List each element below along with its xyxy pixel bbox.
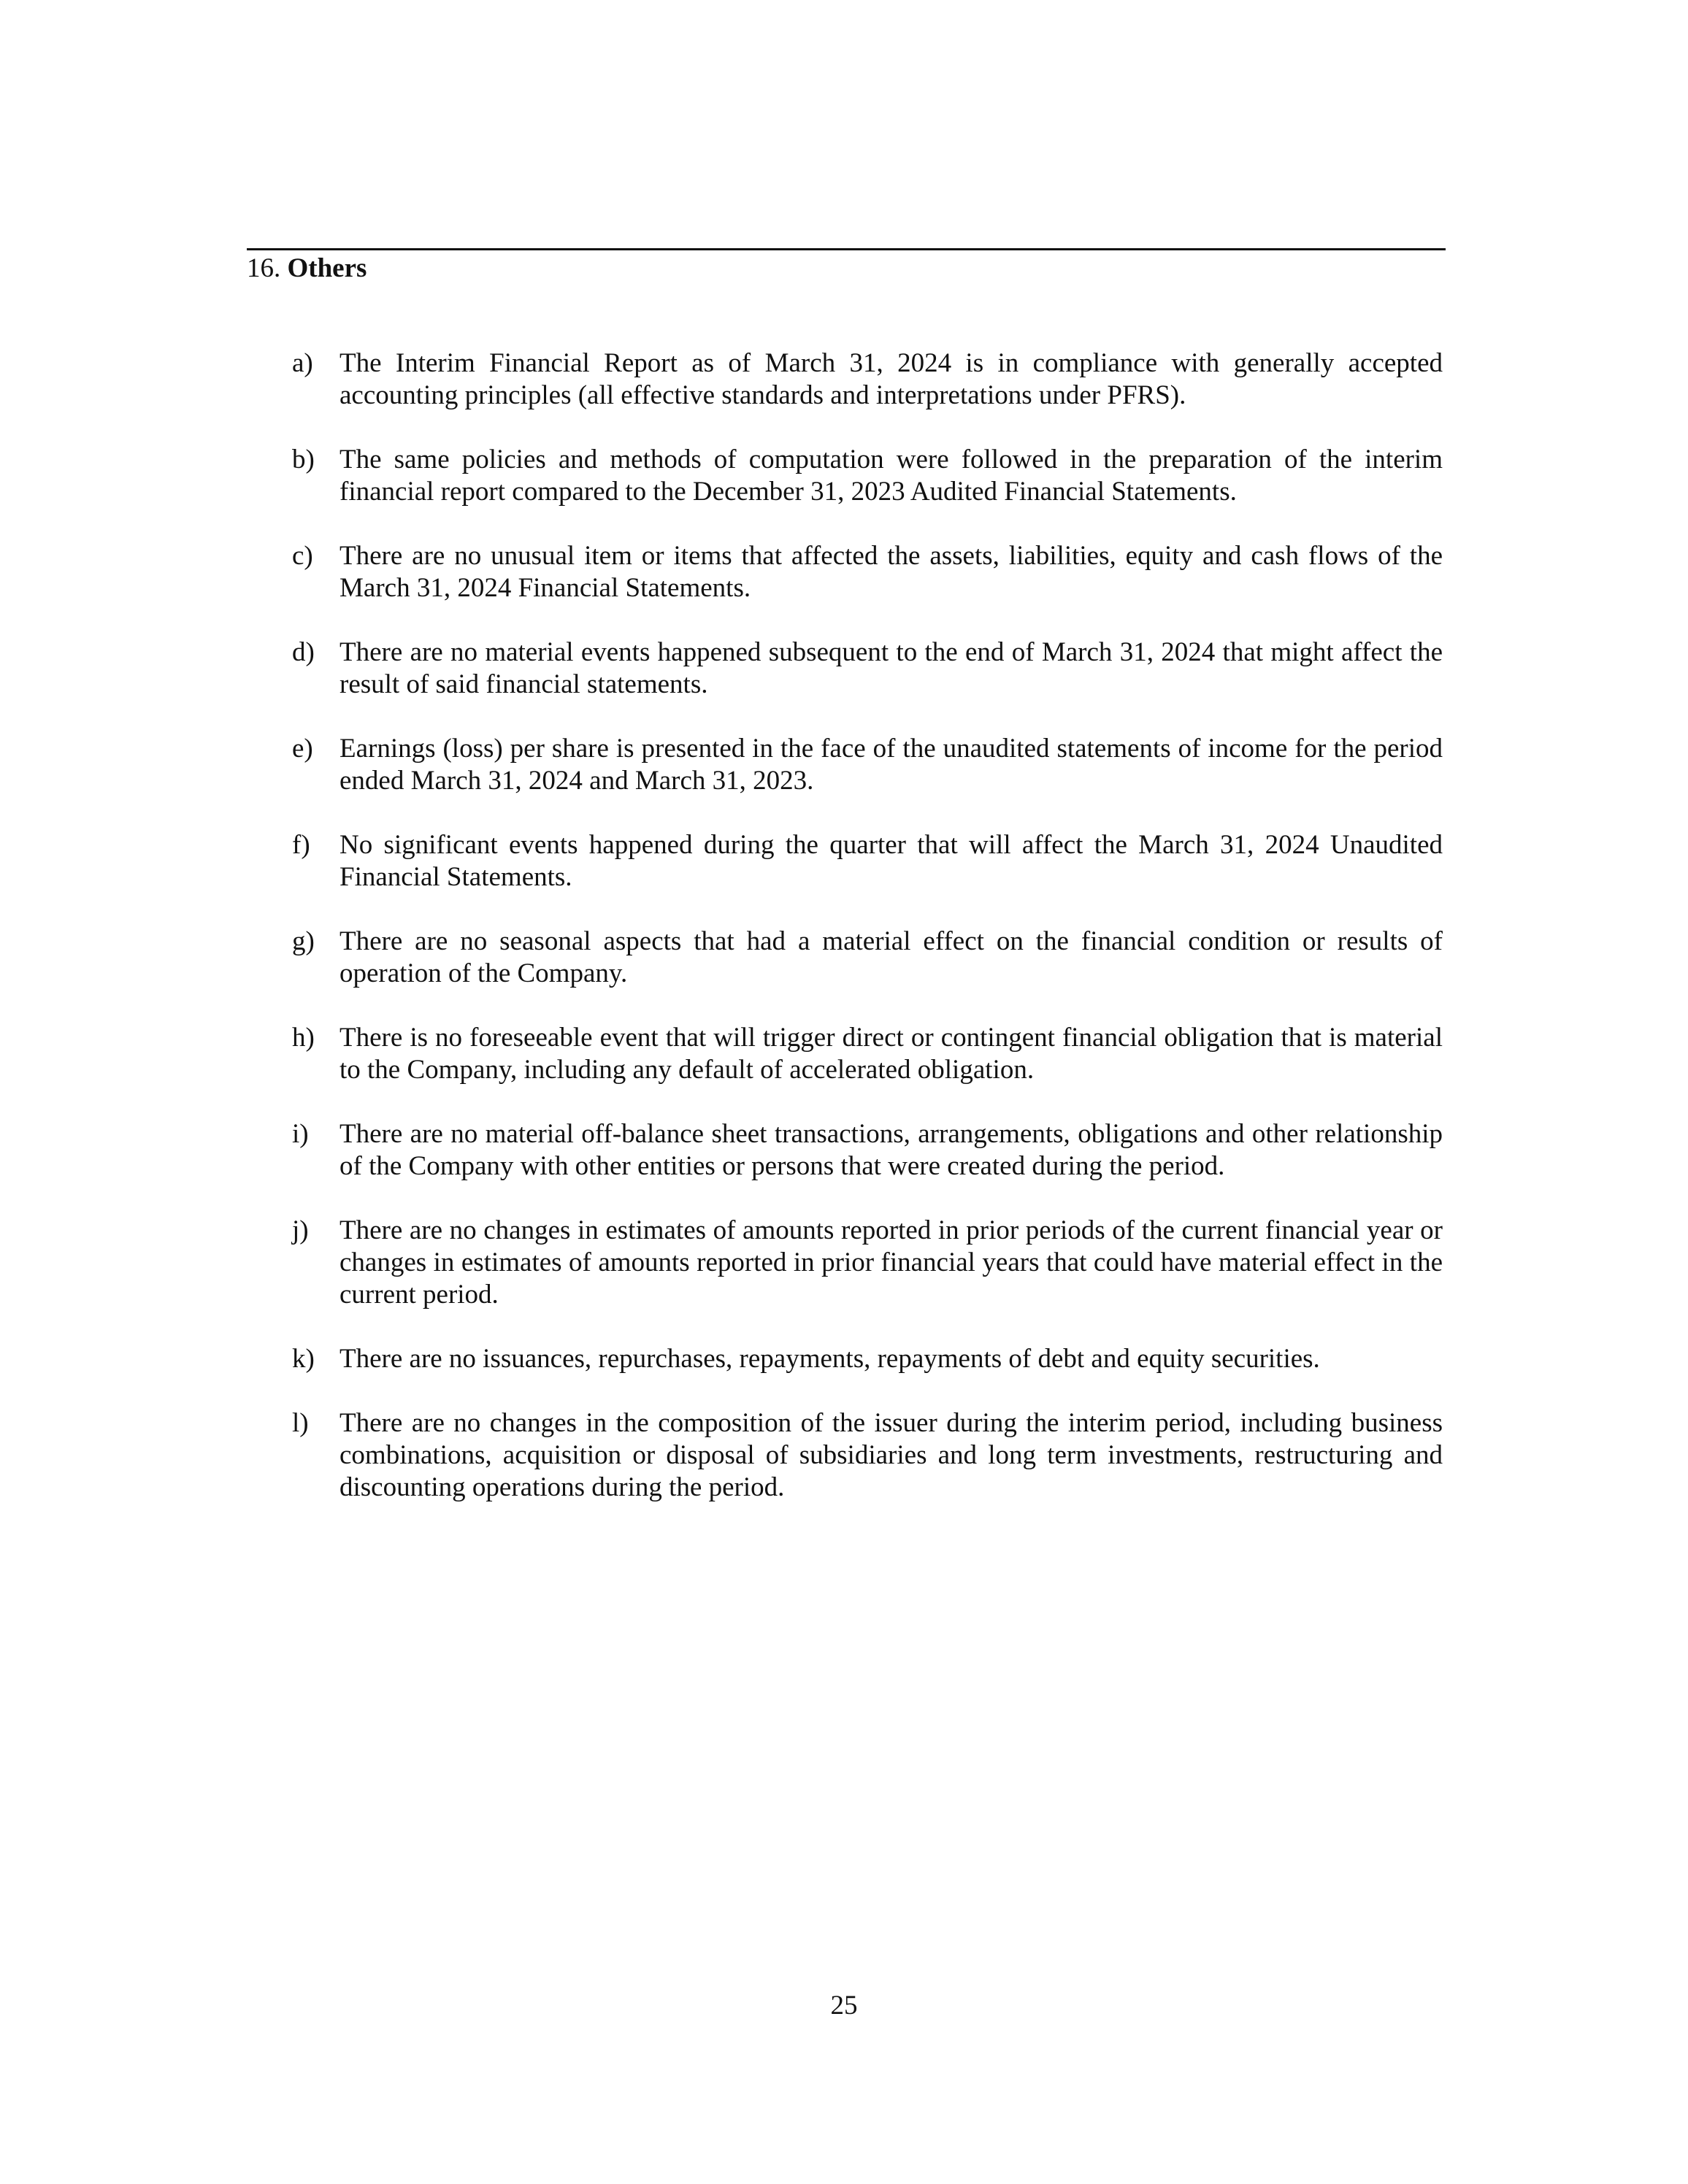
item-letter: h)	[292, 1023, 315, 1053]
list-item	[292, 1118, 1443, 1183]
item-text: There are no seasonal aspects that had a material effect on the financial condition or results of operation of the Company.	[339, 926, 1443, 988]
item-letter: e)	[292, 734, 313, 764]
section-heading	[247, 251, 367, 286]
list-item	[292, 926, 1443, 990]
list-item	[292, 1407, 1443, 1504]
notes-list	[292, 347, 1443, 1536]
item-text: The same policies and methods of computation were followed in the preparation of the interim financial report compared to the December 31, 2023 Audited Financial Statements.	[339, 445, 1443, 507]
item-letter: i)	[292, 1119, 309, 1149]
item-text: There are no changes in the composition of the issuer during the interim period, including business combinations, acquisition or disposal of subsidiaries and long term investments, restructuring and discounting operations during the period.	[339, 1408, 1443, 1502]
item-letter: a)	[292, 348, 313, 378]
item-letter: j)	[292, 1215, 309, 1245]
header-rule	[247, 248, 1446, 250]
item-text: There are no material events happened subsequent to the end of March 31, 2024 that might affect the result of said financial statements.	[339, 637, 1443, 699]
list-item	[292, 1215, 1443, 1311]
list-item	[292, 347, 1443, 412]
item-letter: l)	[292, 1408, 309, 1438]
item-letter: c)	[292, 541, 313, 571]
section-number: 16.	[247, 253, 281, 283]
list-item	[292, 637, 1443, 701]
item-text: No significant events happened during the quarter that will affect the March 31, 2024 Unaudited Financial Statements.	[339, 830, 1443, 892]
item-text: There is no foreseeable event that will trigger direct or contingent financial obligation that is material to the Company, including any default of accelerated obligation.	[339, 1023, 1443, 1085]
item-letter: d)	[292, 637, 315, 667]
list-item	[292, 1022, 1443, 1086]
list-item	[292, 444, 1443, 508]
list-item	[292, 1343, 1443, 1375]
list-item	[292, 540, 1443, 604]
item-text: There are no material off-balance sheet transactions, arrangements, obligations and other relationship of the Company with other entities or persons that were created during the period.	[339, 1119, 1443, 1181]
list-item	[292, 733, 1443, 797]
item-text: There are no unusual item or items that affected the assets, liabilities, equity and cash flows of the March 31, 2024 Financial Statements.	[339, 541, 1443, 603]
item-text: There are no issuances, repurchases, repayments, repayments of debt and equity securities.	[339, 1344, 1320, 1374]
item-letter: k)	[292, 1344, 315, 1374]
list-item	[292, 829, 1443, 893]
item-text: The Interim Financial Report as of March 31, 2024 is in compliance with generally accepted accounting principles (all effective standards and interpretations under PFRS).	[339, 348, 1443, 410]
item-letter: g)	[292, 926, 315, 956]
item-text: There are no changes in estimates of amounts reported in prior periods of the current financial year or changes in estimates of amounts reported in prior financial years that could have material effect in the current period.	[339, 1215, 1443, 1310]
item-letter: b)	[292, 445, 315, 474]
section-title: Others	[287, 253, 367, 283]
item-letter: f)	[292, 830, 310, 860]
item-text: Earnings (loss) per share is presented in the face of the unaudited statements of income for the period ended March 31, 2024 and March 31, 2023.	[339, 734, 1443, 796]
page-number: 25	[830, 1991, 858, 2020]
